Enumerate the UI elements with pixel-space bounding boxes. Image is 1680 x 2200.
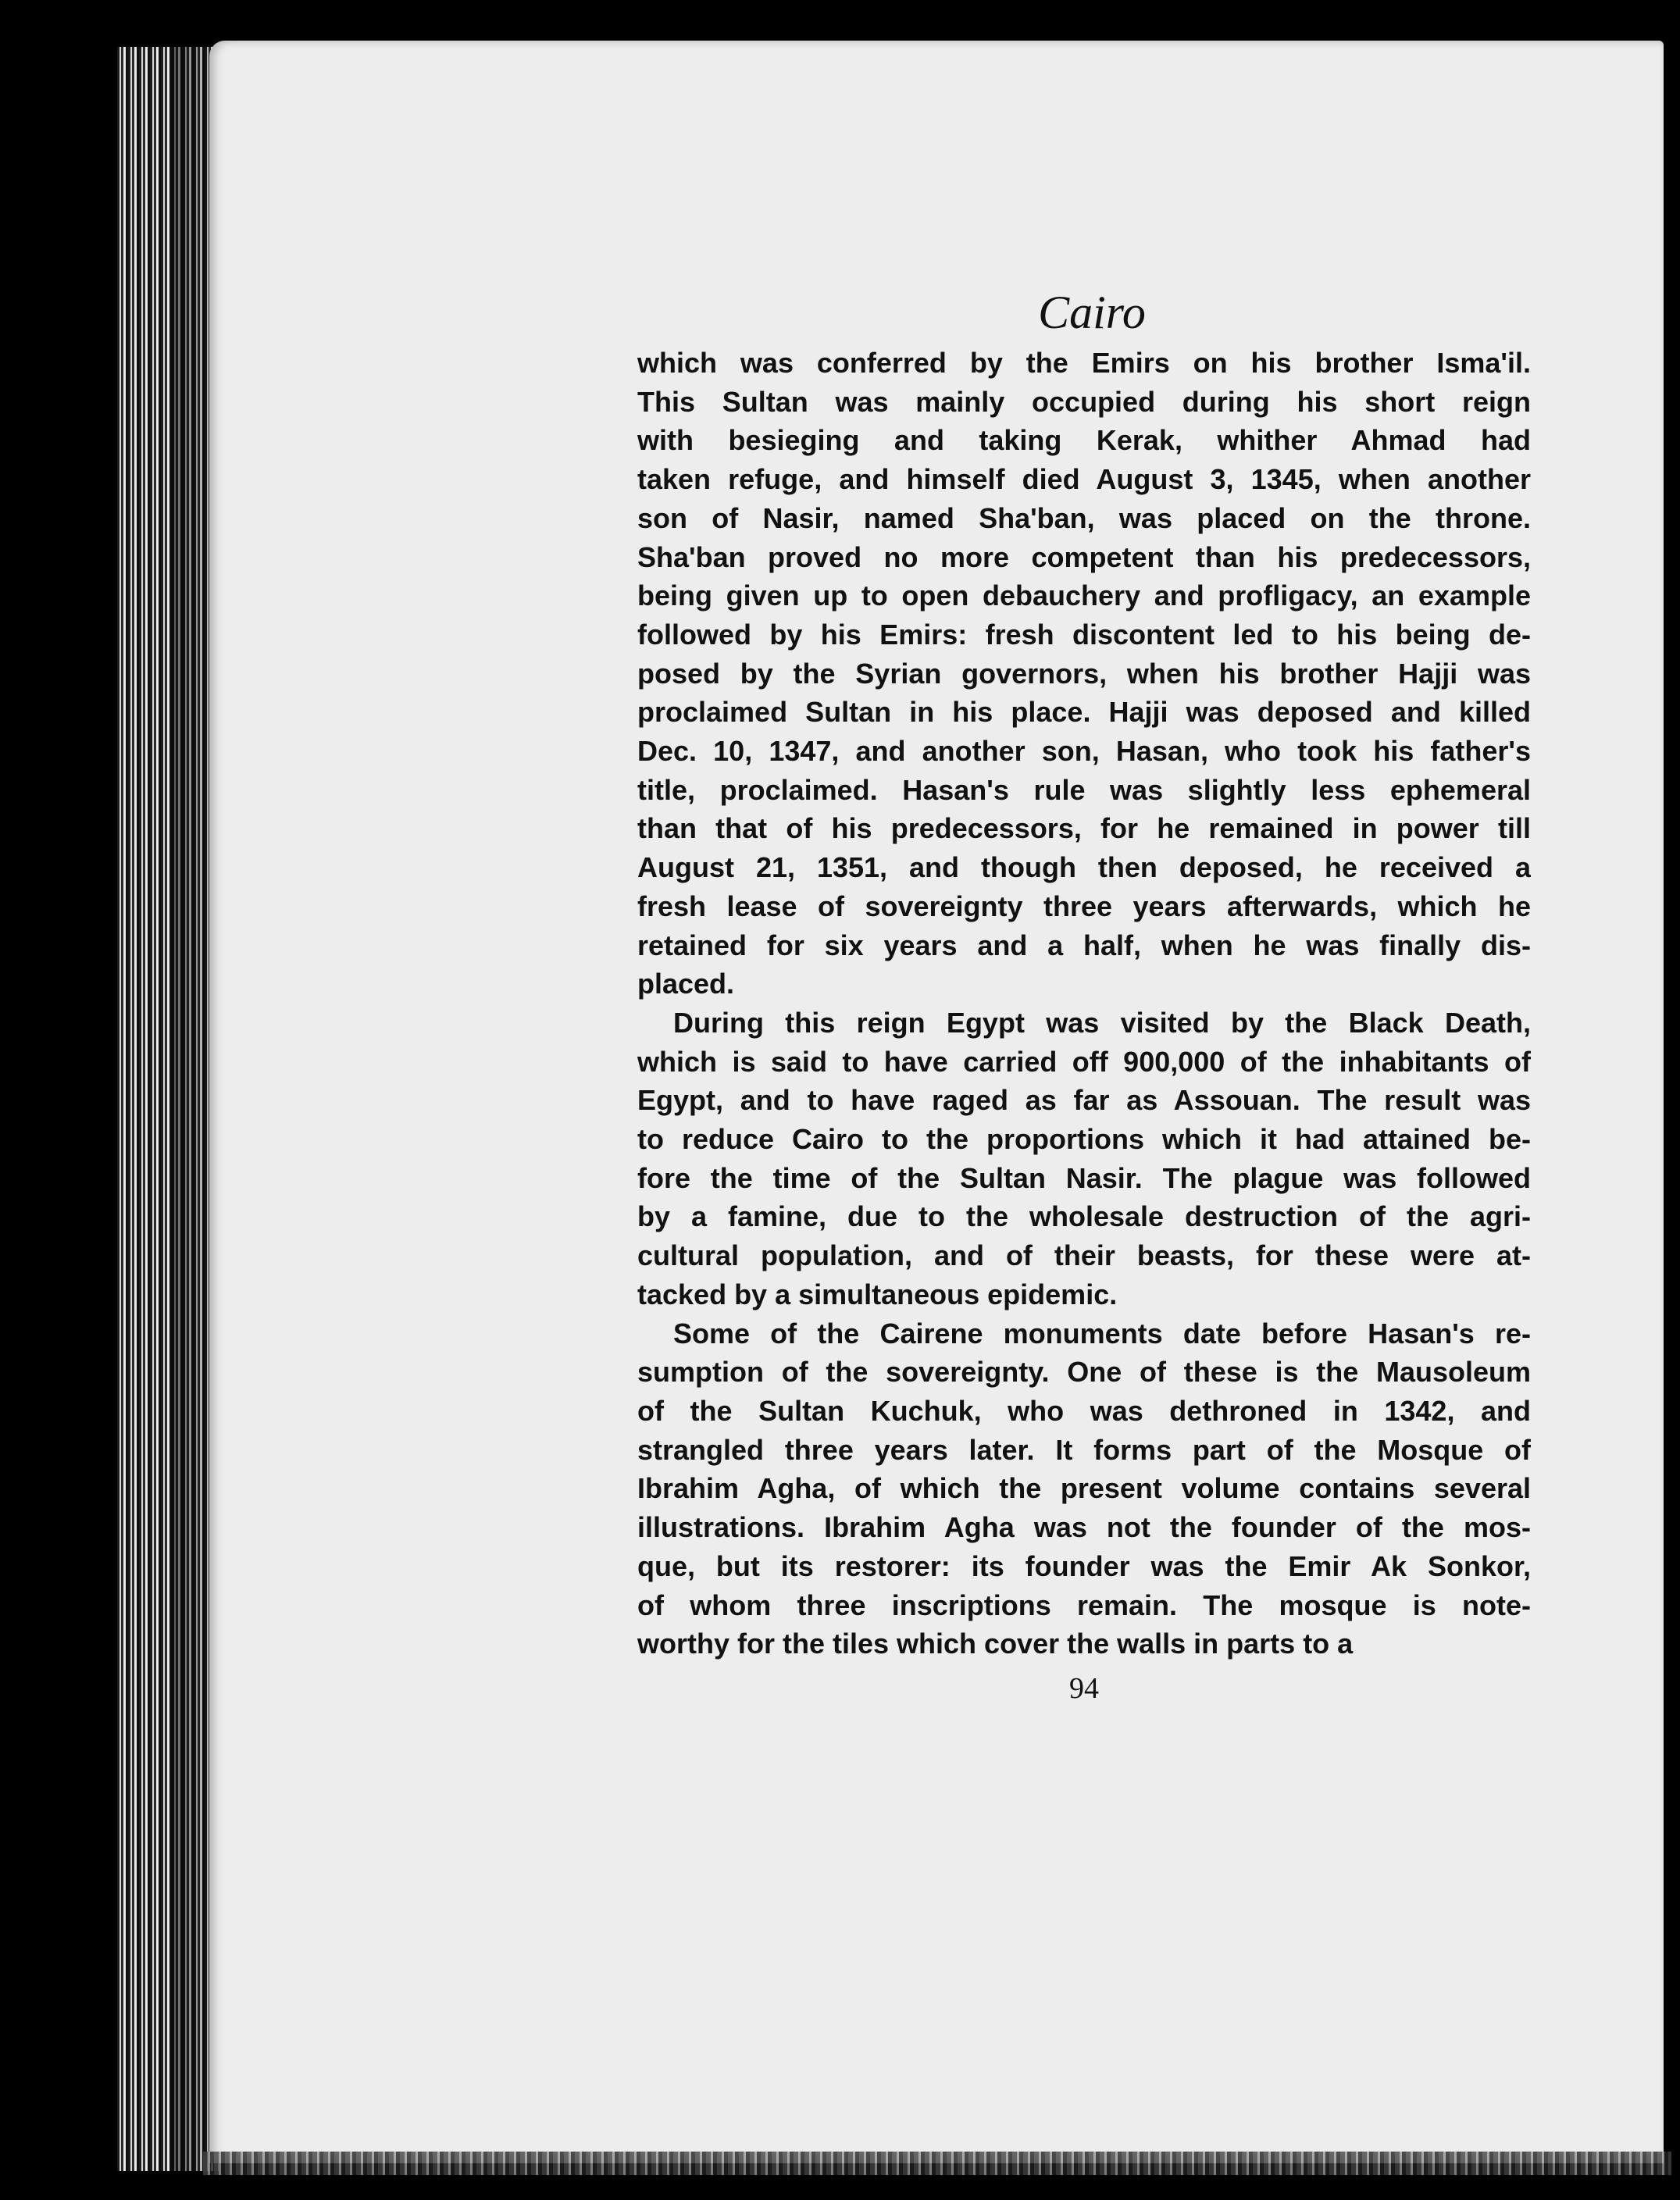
book-bottom-edge	[203, 2152, 1671, 2175]
book-page-edges	[117, 47, 219, 2171]
text-line: strangled three years later. It forms part of the Mosque of	[637, 1433, 1531, 1466]
paragraph-2	[637, 1004, 1531, 1314]
text-line: followed by his Emirs: fresh discontent led to his being de-	[637, 618, 1531, 651]
text-line: Sha'ban proved no more competent than his predecessors,	[637, 540, 1531, 573]
text-line: cultural population, and of their beasts, for these were at-	[637, 1239, 1531, 1272]
text-line: Some of the Cairene monuments date before Hasan's re-	[673, 1317, 1531, 1350]
text-line: fresh lease of sovereignty three years afterwards, which he	[637, 890, 1531, 922]
text-line: being given up to open debauchery and profligacy, an example	[637, 579, 1531, 612]
text-line: Dec. 10, 1347, and another son, Hasan, who took his father's	[637, 735, 1531, 768]
text-line: with besieging and taking Kerak, whither Ahmad had	[637, 424, 1531, 457]
page-number: 94	[1069, 1671, 1099, 1705]
text-line: illustrations. Ibrahim Agha was not the founder of the mos-	[637, 1511, 1531, 1544]
text-line: title, proclaimed. Hasan's rule was slightly less ephemeral	[637, 773, 1531, 806]
text-line: retained for six years and a half, when he was finally dis-	[637, 929, 1531, 961]
text-line: que, but its restorer: its founder was the Emir Ak Sonkor,	[637, 1549, 1531, 1582]
text-line: which is said to have carried off 900,000 of the inhabitants of	[637, 1045, 1531, 1078]
text-line: taken refuge, and himself died August 3, 1345, when another	[637, 463, 1531, 496]
text-line: of the Sultan Kuchuk, who was dethroned in 1342, and	[637, 1394, 1531, 1427]
text-line: This Sultan was mainly occupied during his short reign	[637, 385, 1531, 418]
text-line: by a famine, due to the wholesale destruction of the agri-	[637, 1200, 1531, 1233]
text-line: fore the time of the Sultan Nasir. The plague was followed	[637, 1161, 1531, 1194]
running-head: Cairo	[1038, 287, 1146, 338]
text-line: proclaimed Sultan in his place. Hajji was deposed and killed	[637, 696, 1531, 729]
text-line: tacked by a simultaneous epidemic.	[637, 1278, 1118, 1310]
text-line: During this reign Egypt was visited by the Black Death,	[673, 1006, 1531, 1039]
paragraph-1	[637, 344, 1531, 1004]
text-line: sumption of the sovereignty. One of these is the Mausoleum	[637, 1356, 1531, 1389]
text-line: which was conferred by the Emirs on his brother Isma'il.	[637, 347, 1531, 379]
text-line: August 21, 1351, and though then deposed, he received a	[637, 851, 1531, 884]
text-line: worthy for the tiles which cover the walls in parts to a	[637, 1628, 1354, 1660]
text-line: than that of his predecessors, for he remained in power till	[637, 812, 1531, 845]
text-line: of whom three inscriptions remain. The mosque is note-	[637, 1588, 1531, 1621]
text-block	[637, 281, 1531, 1712]
text-line: Egypt, and to have raged as far as Assouan. The result was	[637, 1084, 1531, 1117]
text-line: son of Nasir, named Sha'ban, was placed on the throne.	[637, 501, 1531, 534]
text-line: posed by the Syrian governors, when his brother Hajji was	[637, 657, 1531, 690]
text-line: placed.	[637, 968, 735, 1000]
paragraph-3	[637, 1314, 1531, 1663]
text-line: to reduce Cairo to the proportions which it had attained be-	[637, 1123, 1531, 1156]
text-line: Ibrahim Agha, of which the present volume contains several	[637, 1472, 1531, 1505]
